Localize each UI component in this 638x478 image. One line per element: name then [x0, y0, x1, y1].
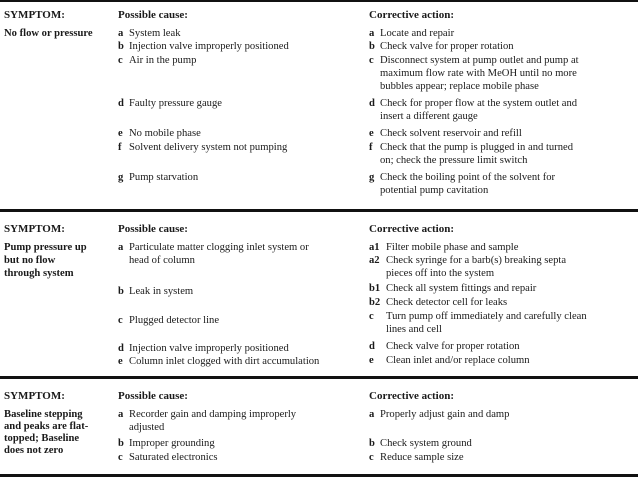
cause-item: b Improper grounding [118, 438, 215, 449]
possible-cause-header: Possible cause: [118, 9, 188, 21]
cause-item: d Injection valve improperly positioned [118, 343, 289, 354]
cause-item: a System leak [118, 28, 181, 39]
action-line: lines and cell [386, 324, 442, 335]
action-item: b1 Check all system fittings and repair [369, 283, 537, 294]
action-item: a2 Check syringe for a barb(s) breaking septa [369, 255, 567, 266]
rule-section-3 [0, 376, 638, 379]
cause-item: a Particulate matter clogging inlet system or [118, 242, 309, 253]
action-item: c Turn pump off immediately and carefully clean [369, 311, 587, 322]
possible-cause-header: Possible cause: [118, 390, 188, 402]
symptom-text: but no flow [4, 255, 56, 266]
symptom-header: SYMPTOM: [4, 223, 65, 235]
action-line: potential pump cavitation [380, 185, 489, 196]
action-item: d Check for proper flow at the system outlet and [369, 98, 578, 109]
symptom-text: Pump pressure up [4, 242, 87, 253]
cause-item: g Pump starvation [118, 172, 199, 183]
action-line: on; check the pressure limit switch [380, 155, 528, 166]
symptom-text: does not zero [4, 445, 64, 456]
corrective-action-header: Corrective action: [369, 223, 455, 235]
symptom-header: SYMPTOM: [4, 390, 65, 402]
cause-item: c Air in the pump [118, 55, 197, 66]
rule-bottom [0, 474, 638, 477]
corrective-action-header: Corrective action: [369, 390, 455, 402]
cause-item: b Leak in system [118, 286, 194, 297]
cause-item: d Faulty pressure gauge [118, 98, 222, 109]
action-item: b2 Check detector cell for leaks [369, 297, 508, 308]
action-line: bubbles appear; replace mobile phase [380, 81, 539, 92]
action-item: b Check valve for proper rotation [369, 41, 514, 52]
rule-section-2 [0, 209, 638, 212]
action-item: e Clean inlet and/or replace column [369, 355, 530, 366]
action-item: d Check valve for proper rotation [369, 341, 520, 352]
symptom-text: Baseline stepping [4, 409, 83, 420]
cause-line: head of column [129, 255, 195, 266]
action-item: a Locate and repair [369, 28, 455, 39]
cause-item: e Column inlet clogged with dirt accumulation [118, 356, 320, 367]
cause-item: f Solvent delivery system not pumping [118, 142, 288, 153]
action-item: a1 Filter mobile phase and sample [369, 242, 519, 253]
rule-top [0, 0, 638, 2]
cause-item: c Saturated electronics [118, 452, 218, 463]
action-item: e Check solvent reservoir and refill [369, 128, 522, 139]
action-item: b Check system ground [369, 438, 472, 449]
action-item: g Check the boiling point of the solvent for [369, 172, 556, 183]
action-line: insert a different gauge [380, 111, 478, 122]
symptom-text: through system [4, 268, 74, 279]
symptom-text: and peaks are flat- [4, 421, 89, 432]
symptom-header: SYMPTOM: [4, 9, 65, 21]
action-item: c Disconnect system at pump outlet and pump at [369, 55, 579, 66]
cause-item: b Injection valve improperly positioned [118, 41, 289, 52]
possible-cause-header: Possible cause: [118, 223, 188, 235]
action-item: f Check that the pump is plugged in and turned [369, 142, 574, 153]
cause-item: a Recorder gain and damping improperly [118, 409, 297, 420]
cause-line: adjusted [129, 422, 165, 433]
cause-item: e No mobile phase [118, 128, 201, 139]
cause-item: c Plugged detector line [118, 315, 220, 326]
action-item: c Reduce sample size [369, 452, 464, 463]
symptom-text: topped; Baseline [4, 433, 80, 444]
action-line: pieces off into the system [386, 268, 495, 279]
action-item: a Properly adjust gain and damp [369, 409, 510, 420]
action-line: maximum flow rate with MeOH until no more [380, 68, 577, 79]
symptom-text: No flow or pressure [4, 28, 93, 39]
corrective-action-header: Corrective action: [369, 9, 455, 21]
